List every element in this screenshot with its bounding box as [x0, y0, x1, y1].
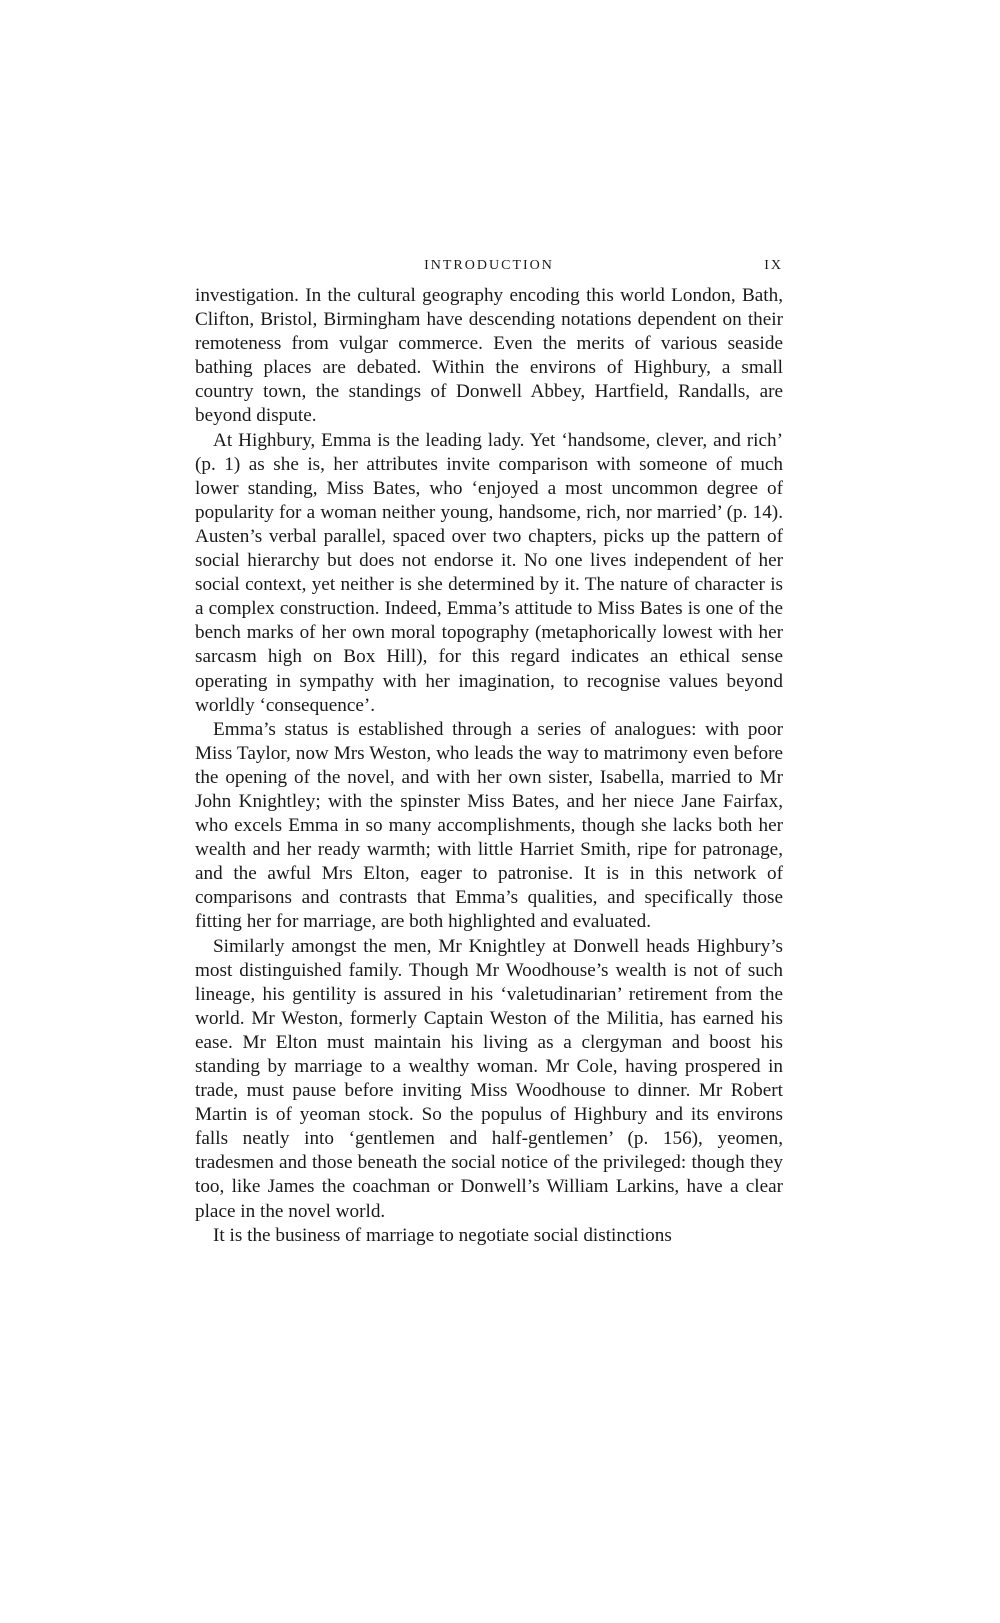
paragraph-4: Similarly amongst the men, Mr Knightley at Donwell heads Highbury’s most distinguished family. Though Mr Woodhouse’s wealth is not of such lineage, his gentility is assured in his ‘valetudinarian’ retirement from the world. Mr Weston, formerly Captain Weston of the Militia, has earned his ease. Mr Elton must maintain his living as a clergyman and boost his standing by marriage to a wealthy woman. Mr Cole, having prospered in trade, must pause before inviting Miss Woodhouse to dinner. Mr Robert Martin is of yeoman stock. So the populus of Highbury and its environs falls neatly into ‘gentlemen and half-gentlemen’ (p. 156), yeomen, tradesmen and those beneath the social notice of the privileged: though they too, like James the coachman or Donwell’s William Larkins, have a clear place in the novel world. — [195, 935, 783, 1222]
book-page — [195, 254, 783, 1248]
paragraph-3: Emma’s status is established through a series of analogues: with poor Miss Taylor, now Mrs Weston, who leads the way to matrimony even before the opening of the novel, and with her own sister, Isabella, married to Mr John Knightley; with the spinster Miss Bates, and her niece Jane Fairfax, who excels Emma in so many accomplishments, though she lacks both her wealth and her ready warmth; with little Harriet Smith, ripe for patronage, and the awful Mrs Elton, eager to patronise. It is in this network of comparisons and contrasts that Emma’s qualities, and specifically those fitting her for marriage, are both highlighted and evaluated. — [195, 718, 783, 933]
paragraph-2: At Highbury, Emma is the leading lady. Yet ‘handsome, clever, and rich’ (p. 1) as she is, her attributes invite comparison with someone of much lower standing, Miss Bates, who ‘enjoyed a most uncommon degree of popularity for a woman neither young, handsome, rich, nor married’ (p. 14). Austen’s verbal parallel, spaced over two chapters, picks up the pattern of social hierarchy but does not endorse it. No one lives independent of her social context, yet neither is she determined by it. The nature of character is a complex construction. Indeed, Emma’s attitude to Miss Bates is one of the bench marks of her own moral topography (metaphorically lowest with her sarcasm high on Box Hill), for this regard indicates an ethical sense operating in sympathy with her imagination, to recognise values beyond worldly ‘consequence’. — [195, 429, 783, 716]
page-number: IX — [764, 258, 783, 273]
running-head — [195, 254, 783, 284]
paragraph-5: It is the business of marriage to negotiate social distinctions — [213, 1224, 672, 1246]
body-text — [195, 284, 783, 1248]
running-title: INTRODUCTION — [424, 258, 554, 273]
paragraph-1: investigation. In the cultural geography encoding this world London, Bath, Clifton, Bristol, Birmingham have descending notations dependent on their remoteness from vulgar commerce. Even the merits of various seaside bathing places are debated. Within the environs of Highbury, a small country town, the standings of Donwell Abbey, Hartfield, Randalls, are beyond dispute. — [195, 285, 783, 427]
